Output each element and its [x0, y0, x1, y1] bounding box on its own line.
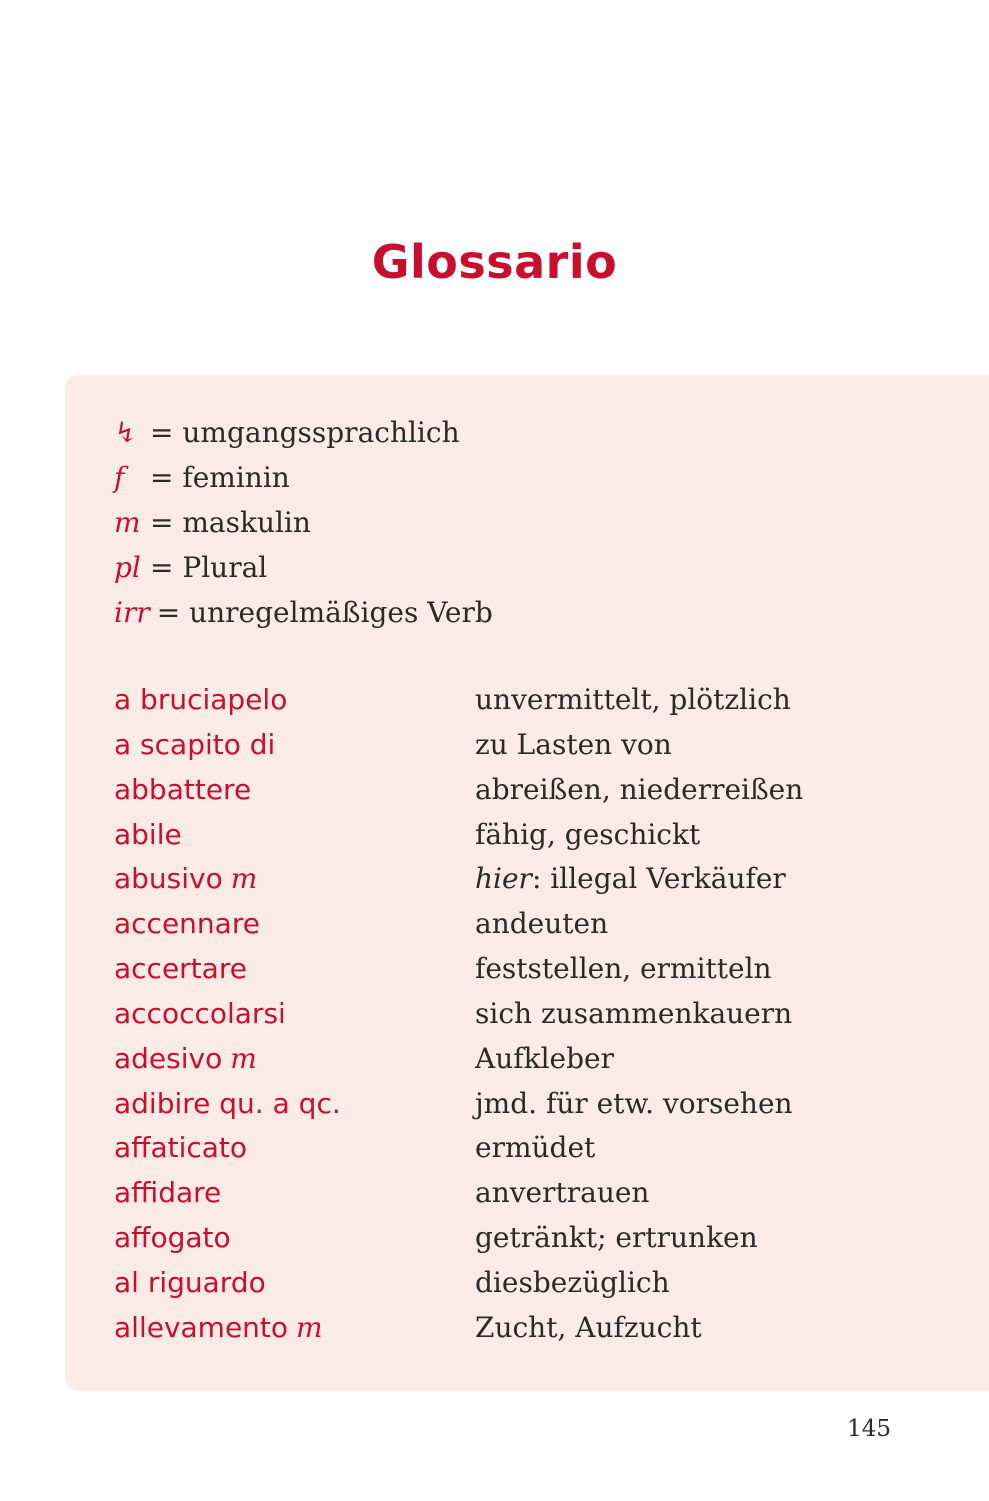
translation-prefix: hier [475, 862, 532, 896]
entry-term: accennare [114, 907, 260, 941]
glossary-entry [114, 1171, 954, 1216]
entry-term: adesivo m [114, 1041, 257, 1075]
entry-term: affogato [114, 1221, 231, 1255]
page-title: Glossario [371, 234, 618, 289]
entry-term: al riguardo [114, 1265, 266, 1299]
entry-term: abbattere [114, 772, 252, 806]
legend-row-colloquial [114, 410, 493, 455]
legend-abbr: irr [114, 596, 150, 629]
entry-translation: unvermittelt, plötzlich [475, 683, 791, 716]
glossary-entry [114, 768, 954, 813]
entry-translation: fähig, geschickt [475, 817, 701, 851]
legend-row-masculine [114, 500, 493, 545]
legend-abbr: pl [114, 551, 141, 584]
entry-term: abusivo m [114, 862, 258, 896]
entry-term: accertare [114, 952, 247, 986]
legend-abbr: f [114, 461, 125, 494]
entry-translation: feststellen, ermitteln [475, 952, 772, 986]
glossary-entry [114, 1216, 954, 1261]
glossary-list [114, 678, 954, 1351]
page-number: 145 [847, 1416, 891, 1442]
glossary-entry [114, 902, 954, 947]
entry-term: affidare [114, 1176, 222, 1210]
entry-translation: getränkt; ertrunken [475, 1221, 758, 1255]
entry-translation: diesbezüglich [475, 1265, 670, 1299]
glossary-entry [114, 1306, 954, 1351]
legend-text: = Plural [150, 551, 268, 584]
entry-translation: hier: illegal Verkäufer [475, 862, 786, 896]
entry-translation: jmd. für etw. vorsehen [475, 1086, 793, 1120]
glossary-entry [114, 857, 954, 902]
entry-translation: Zucht, Aufzucht [475, 1310, 702, 1344]
entry-translation: sich zusammenkauern [475, 996, 793, 1030]
glossary-entry [114, 1126, 954, 1171]
colloquial-icon: ↯ [114, 416, 138, 449]
legend-text: = umgangssprachlich [150, 416, 460, 449]
glossary-entry [114, 1082, 954, 1127]
legend-text: = maskulin [150, 506, 311, 539]
legend-text: = unregelmäßiges Verb [156, 596, 493, 629]
glossary-entry [114, 678, 954, 723]
entry-translation: abreißen, niederreißen [475, 772, 804, 806]
entry-term: allevamento m [114, 1310, 323, 1344]
entry-translation: andeuten [475, 907, 609, 941]
entry-term: affaticato [114, 1131, 248, 1165]
entry-term: a scapito di [114, 727, 276, 761]
entry-gender: m [230, 1041, 257, 1075]
entry-translation: anvertrauen [475, 1176, 650, 1210]
legend-text: = feminin [150, 461, 290, 494]
entry-term: abile [114, 817, 182, 851]
glossary-entry [114, 1037, 954, 1082]
glossary-entry [114, 1261, 954, 1306]
glossary-entry [114, 813, 954, 858]
entry-term: a bruciapelo [114, 683, 288, 716]
abbreviation-legend [114, 410, 493, 635]
entry-term: accoccolarsi [114, 996, 286, 1030]
glossary-entry [114, 723, 954, 768]
entry-gender: m [296, 1310, 323, 1344]
legend-row-plural [114, 545, 493, 590]
glossary-entry [114, 992, 954, 1037]
legend-abbr: m [114, 506, 141, 539]
entry-translation: zu Lasten von [475, 727, 672, 761]
entry-translation: ermüdet [475, 1131, 596, 1165]
entry-term: adibire qu. a qc. [114, 1086, 341, 1120]
entry-gender: m [230, 862, 258, 896]
glossary-entry [114, 947, 954, 992]
legend-row-feminine [114, 455, 493, 500]
legend-row-irregular [114, 590, 493, 635]
entry-translation: Aufkleber [475, 1041, 614, 1075]
